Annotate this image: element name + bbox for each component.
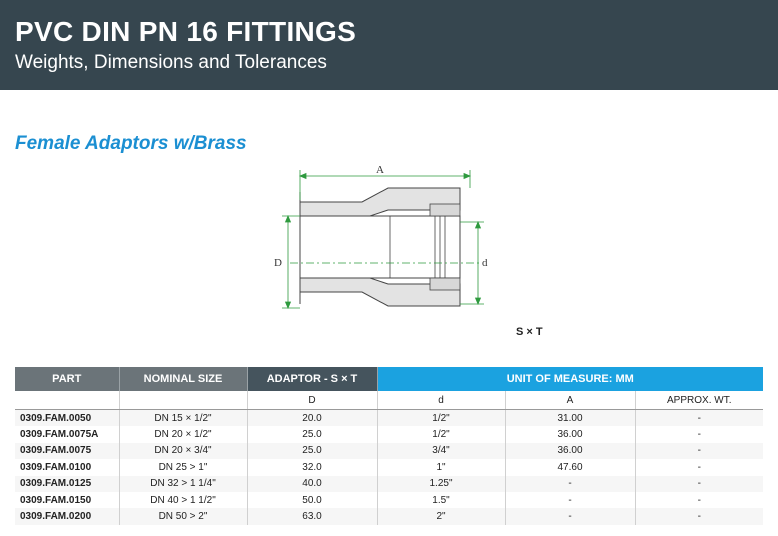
header-nominal-size: NOMINAL SIZE xyxy=(119,367,247,391)
d-cell: 1/2" xyxy=(377,426,505,442)
D-cell: 40.0 xyxy=(247,476,377,492)
table-header-row xyxy=(15,367,763,391)
A-cell: - xyxy=(505,492,635,508)
table-row xyxy=(15,508,763,524)
nominal-size-cell: DN 50 > 2" xyxy=(119,508,247,524)
approx-wt-cell: - xyxy=(635,492,763,508)
part-cell: 0309.FAM.0075A xyxy=(20,429,99,441)
A-cell: 31.00 xyxy=(505,410,635,427)
dimension-D-label: D xyxy=(274,257,282,269)
nominal-size-cell: DN 40 > 1 1/2" xyxy=(119,492,247,508)
subheader-empty-2 xyxy=(119,391,247,410)
d-cell: 1.25" xyxy=(377,476,505,492)
D-cell: 32.0 xyxy=(247,459,377,475)
nominal-size-cell: DN 20 × 3/4" xyxy=(119,443,247,459)
fitting-bore xyxy=(300,216,460,278)
subheader-empty-1 xyxy=(15,391,119,410)
subheader-A: A xyxy=(505,391,635,410)
d-cell: 1.5" xyxy=(377,492,505,508)
nominal-size-cell: DN 15 × 1/2" xyxy=(119,410,247,427)
table-row xyxy=(15,410,763,427)
approx-wt-cell: - xyxy=(635,459,763,475)
D-cell: 50.0 xyxy=(247,492,377,508)
A-cell: 36.00 xyxy=(505,426,635,442)
page-subtitle: Weights, Dimensions and Tolerances xyxy=(15,52,327,73)
diagram-caption: S × T xyxy=(516,326,543,338)
table-row xyxy=(15,492,763,508)
dimension-a-label: A xyxy=(376,164,384,176)
subheader-d: d xyxy=(377,391,505,410)
part-cell: 0309.FAM.0200 xyxy=(15,508,119,524)
approx-wt-cell: - xyxy=(635,476,763,492)
subheader-D: D xyxy=(247,391,377,410)
subheader-approx-wt: APPROX. WT. xyxy=(635,391,763,410)
table-row xyxy=(15,443,763,459)
fitting-diagram xyxy=(270,160,500,330)
approx-wt-cell: - xyxy=(635,426,763,442)
d-cell: 1" xyxy=(377,459,505,475)
page-header xyxy=(0,0,778,90)
d-cell: 3/4" xyxy=(377,443,505,459)
header-unit-of-measure: UNIT OF MEASURE: MM xyxy=(377,367,763,391)
A-cell: 47.60 xyxy=(505,459,635,475)
approx-wt-cell: - xyxy=(635,410,763,427)
D-cell: 20.0 xyxy=(247,410,377,427)
part-cell: 0309.FAM.0050 xyxy=(15,410,119,427)
D-cell: 63.0 xyxy=(247,508,377,524)
page-title: PVC DIN PN 16 FITTINGS xyxy=(15,16,357,47)
A-cell: - xyxy=(505,476,635,492)
table-row xyxy=(15,476,763,492)
D-cell: 25.0 xyxy=(247,443,377,459)
approx-wt-cell: - xyxy=(635,508,763,524)
nominal-size-cell: DN 32 > 1 1/4" xyxy=(119,476,247,492)
section-title: Female Adaptors w/Brass xyxy=(15,133,247,154)
d-cell: 1/2" xyxy=(377,410,505,427)
header-adaptor: ADAPTOR - S × T xyxy=(247,367,377,391)
dimension-d-label: d xyxy=(482,257,488,269)
part-cell: 0309.FAM.0100 xyxy=(20,461,92,473)
nominal-size-cell: DN 20 × 1/2" xyxy=(119,426,247,442)
A-cell: - xyxy=(505,508,635,524)
nominal-size-cell: DN 25 > 1" xyxy=(119,459,247,475)
A-cell: 36.00 xyxy=(505,443,635,459)
part-cell: 0309.FAM.0125 xyxy=(15,476,119,492)
d-cell: 2" xyxy=(377,508,505,524)
part-cell: 0309.FAM.0075 xyxy=(15,443,119,459)
D-cell: 25.0 xyxy=(247,426,377,442)
approx-wt-cell: - xyxy=(635,443,763,459)
table-row xyxy=(15,459,763,475)
part-cell: 0309.FAM.0150 xyxy=(20,494,92,506)
dimension-D xyxy=(282,216,300,308)
table-subheader-row xyxy=(15,391,763,410)
table-row xyxy=(15,426,763,442)
dimensions-table xyxy=(15,367,763,525)
header-part: PART xyxy=(15,367,119,391)
